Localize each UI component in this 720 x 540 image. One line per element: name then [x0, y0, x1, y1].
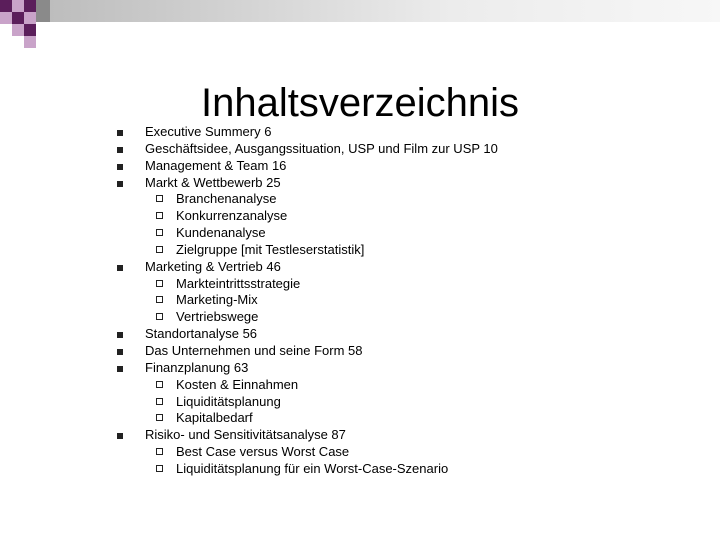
toc-subitem — [145, 292, 676, 309]
table-of-contents — [116, 124, 676, 478]
toc-subitem — [145, 225, 676, 242]
slide-title: Inhaltsverzeichnis — [201, 80, 519, 125]
toc-sublist — [145, 444, 676, 478]
toc-sublist — [145, 377, 676, 428]
toc-item — [116, 158, 676, 175]
toc-subitem — [145, 242, 676, 259]
toc-subitem — [145, 208, 676, 225]
deco-square — [36, 0, 50, 22]
toc-item-label: Finanzplanung 63 — [145, 359, 249, 375]
toc-subitem — [145, 410, 676, 427]
toc-subitem-label: Branchenanalyse — [176, 191, 277, 207]
deco-square — [0, 12, 12, 24]
toc-subitem — [145, 309, 676, 326]
toc-item-label: Standortanalyse 56 — [145, 326, 258, 342]
toc-sublist — [145, 276, 676, 327]
toc-sublist — [145, 191, 676, 258]
deco-square — [12, 24, 24, 36]
toc-item — [116, 326, 676, 343]
deco-square — [24, 36, 36, 48]
toc-item-label: Risiko- und Sensitivitätsanalyse 87 — [145, 427, 346, 443]
toc-item-label: Management & Team 16 — [145, 157, 287, 173]
toc-subitem-label: Best Case versus Worst Case — [176, 444, 350, 460]
toc-item — [116, 360, 676, 427]
toc-subitem-label: Zielgruppe [mit Testleserstatistik] — [176, 241, 365, 257]
toc-subitem-label: Liquiditätsplanung — [176, 393, 281, 409]
toc-item — [116, 427, 676, 478]
deco-square — [24, 12, 36, 24]
toc-subitem-label: Kosten & Einnahmen — [176, 376, 299, 392]
toc-subitem-label: Konkurrenzanalyse — [176, 208, 288, 224]
toc-subitem-label: Markteintrittsstrategie — [176, 275, 301, 291]
toc-subitem-label: Kundenanalyse — [176, 225, 266, 241]
toc-item — [116, 343, 676, 360]
toc-item-label: Geschäftsidee, Ausgangssituation, USP und Film zur USP 10 — [145, 140, 498, 156]
toc-subitem — [145, 461, 676, 478]
deco-square — [12, 12, 24, 24]
toc-subitem — [145, 191, 676, 208]
deco-square — [24, 0, 36, 12]
toc-subitem — [145, 276, 676, 293]
toc-item — [116, 259, 676, 326]
toc-subitem — [145, 377, 676, 394]
deco-square — [12, 0, 24, 12]
deco-square — [0, 0, 12, 12]
deco-square — [24, 24, 36, 36]
toc-item-label: Markt & Wettbewerb 25 — [145, 174, 281, 190]
toc-subitem-label: Marketing-Mix — [176, 292, 258, 308]
toc-subitem-label: Kapitalbedarf — [176, 410, 253, 426]
toc-item — [116, 141, 676, 158]
toc-item-label: Das Unternehmen und seine Form 58 — [145, 342, 363, 358]
toc-subitem — [145, 444, 676, 461]
toc-item — [116, 175, 676, 259]
toc-item-label: Marketing & Vertrieb 46 — [145, 258, 281, 274]
toc-item-label: Executive Summery 6 — [145, 124, 272, 139]
header-decoration — [0, 0, 720, 50]
toc-subitem-label: Vertriebswege — [176, 309, 259, 325]
toc-item — [116, 124, 676, 141]
toc-subitem — [145, 394, 676, 411]
header-band — [50, 0, 720, 22]
toc-subitem-label: Liquiditätsplanung für ein Worst-Case-Szenario — [176, 460, 449, 476]
